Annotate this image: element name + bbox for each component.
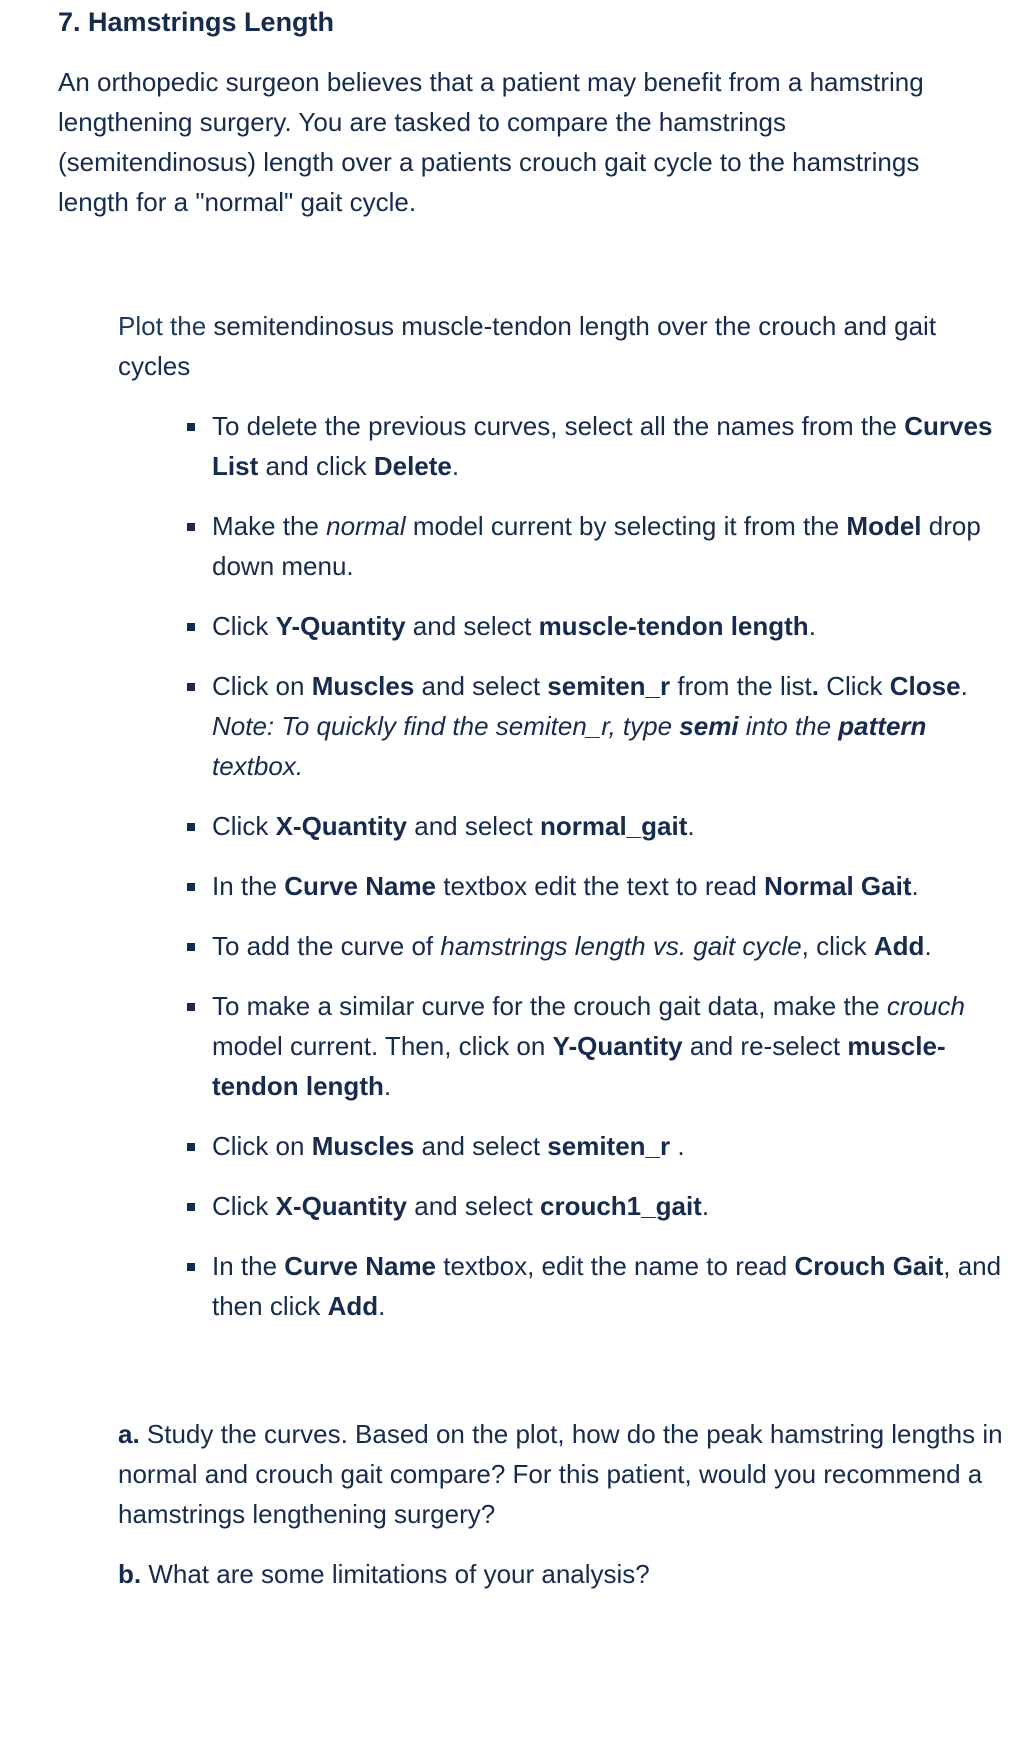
ui-term: muscle-tendon length (212, 1031, 946, 1101)
plot-instruction (118, 306, 1008, 386)
ui-term: X-Quantity (275, 811, 408, 841)
list-item (212, 506, 1002, 586)
step-text: and select (414, 671, 548, 701)
step-text: Click on (212, 1131, 312, 1161)
list-item (212, 1126, 1002, 1166)
list-item (212, 806, 1002, 846)
step-text: . (808, 611, 816, 641)
steps-list (118, 406, 1008, 1326)
step-text: . (924, 931, 932, 961)
ui-term: semiten_r (547, 1131, 671, 1161)
step-text: and click (258, 451, 374, 481)
intro-paragraph: An orthopedic surgeon believes that a patient may benefit from a hamstring lengthening surgery. You are tasked to compare the hamstrings (semitendinosus) length over a patients crouch gait cycle to the hamstrings length for a "normal" gait cycle. (58, 67, 924, 217)
ui-term: Curve Name (284, 1251, 437, 1281)
step-text: Click on (212, 671, 312, 701)
document-page (58, 0, 1008, 1594)
list-item (212, 866, 1002, 906)
plot-lead: Plot the (118, 311, 207, 341)
list-item (212, 926, 1002, 966)
ui-term: . (811, 671, 819, 701)
list-item (212, 666, 1002, 786)
step-text: . (701, 1191, 710, 1221)
ui-term: Normal Gait (764, 871, 912, 901)
list-item (212, 986, 1002, 1106)
step-text: . (911, 871, 919, 901)
ui-term: Model (846, 511, 922, 541)
ui-term: Y-Quantity (275, 611, 406, 641)
step-text: model current by selecting it from the (405, 511, 847, 541)
step-text: . (687, 811, 695, 841)
question-text: What are some limitations of your analysis? (141, 1559, 650, 1589)
step-text: . (960, 671, 968, 701)
step-text: model current. Then, click on (212, 1031, 553, 1061)
emphasis-term: normal (326, 511, 406, 541)
question-a (118, 1414, 1008, 1534)
step-text: textbox, edit the name to read (436, 1251, 795, 1281)
step-text: , click (801, 931, 874, 961)
ui-term: Close (889, 671, 961, 701)
step-text: from the list (670, 671, 812, 701)
ui-term: Crouch Gait (794, 1251, 944, 1281)
ui-term: Add (327, 1291, 379, 1321)
ui-term: Add (873, 931, 925, 961)
ui-term: semiten_r (547, 671, 671, 701)
step-text: In the (212, 1251, 285, 1281)
question-text: Study the curves. Based on the plot, how do the peak hamstring lengths in normal and crouch gait compare? For this patient, would you recommend a hamstrings lengthening surgery? (118, 1419, 1003, 1529)
ui-term: Curves List (212, 411, 993, 481)
step-text: Click (818, 671, 890, 701)
emphasis-term: crouch (886, 991, 965, 1021)
step-note (212, 706, 1002, 786)
step-text: Click (212, 811, 276, 841)
step-text: and select (407, 811, 540, 841)
section-heading: 7. Hamstrings Length (58, 7, 335, 37)
note-text: textbox. (212, 751, 304, 781)
step-text: and select (414, 1131, 548, 1161)
ui-term: Muscles (311, 671, 415, 701)
step-text: Make the (212, 511, 327, 541)
ui-term: Delete (373, 451, 452, 481)
instructions-section (118, 306, 1008, 1594)
note-text: Note: To quickly find the semiten_r, type (212, 711, 680, 741)
emphasis-term: hamstrings length vs. gait cycle (440, 931, 802, 961)
note-text: into the (738, 711, 839, 741)
step-text: In the (212, 871, 285, 901)
step-text: drop down menu. (212, 511, 981, 581)
question-label: b. (118, 1559, 142, 1589)
step-text: To make a similar curve for the crouch gait data, make the (212, 991, 887, 1021)
question-b (118, 1554, 1008, 1594)
step-text: To add the curve of (212, 931, 441, 961)
ui-term: Y-Quantity (552, 1031, 683, 1061)
step-text: and select (407, 1191, 540, 1221)
question-label: a. (118, 1419, 140, 1449)
list-item (212, 1246, 1002, 1326)
ui-term: muscle-tendon length (538, 611, 809, 641)
step-text: . (670, 1131, 685, 1161)
list-item (212, 606, 1002, 646)
step-text: and re-select (682, 1031, 848, 1061)
step-text: Click (212, 611, 276, 641)
ui-term: normal_gait (540, 811, 688, 841)
list-item (212, 406, 1002, 486)
ui-term: pattern (838, 711, 927, 741)
list-item (212, 1186, 1002, 1226)
ui-term: crouch1_gait (540, 1191, 702, 1221)
plot-rest: semitendinosus muscle-tendon length over the crouch and gait cycles (118, 311, 937, 381)
step-text: Click (212, 1191, 276, 1221)
step-text: , and then click (212, 1251, 1002, 1321)
step-text: . (378, 1291, 386, 1321)
ui-term: Curve Name (284, 871, 437, 901)
step-text: and select (405, 611, 539, 641)
ui-term: Muscles (311, 1131, 415, 1161)
step-text: . (383, 1071, 392, 1101)
step-text: textbox edit the text to read (436, 871, 765, 901)
ui-term: X-Quantity (275, 1191, 408, 1221)
step-text: To delete the previous curves, select all the names from the (212, 411, 905, 441)
step-text: . (451, 451, 460, 481)
ui-term: semi (679, 711, 739, 741)
